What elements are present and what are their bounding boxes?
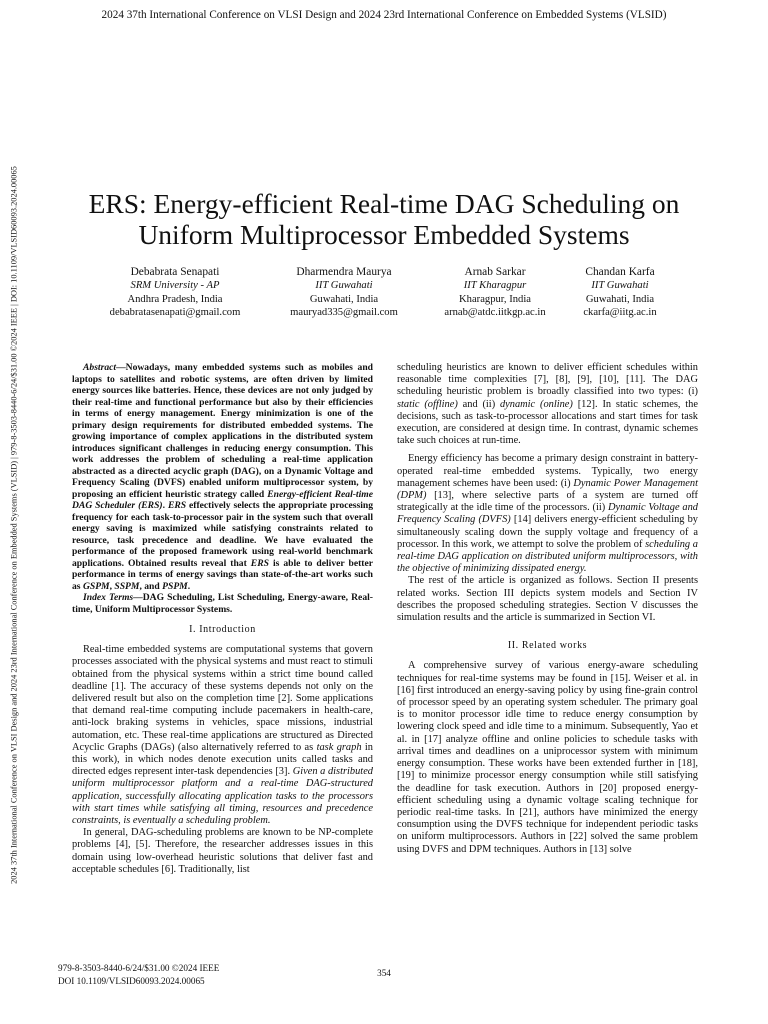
abstract-sep-2: , and [139, 580, 163, 592]
title-line-1: ERS: Energy-efficient Real-time DAG Scheduling on [88, 188, 680, 219]
author-2 [264, 266, 424, 319]
right-paragraph-2 [397, 453, 698, 575]
related-paragraph-1: A comprehensive survey of various energy-aware scheduling techniques for real-time systems may be found in [15]. Weiser et al. in [16] first introduced an energy-saving policy by using fine-grain control of processor speed by an operating system scheduler. The primary goal is to monitor processor idle time to reduce energy consumption by lowering clock speed and idle time to a minimum. Subsequently, Yao et al. in [17] analyze offline and online policies to schedule tasks with arrival times and deadlines on a uniprocessor system with minimum energy consumption. These works have been extended further in [18], [19] to minimize processor energy consumption while still satisfying the deadline for task execution. Authors in [20] proposed energy-efficient scheduling using a dynamic voltage scaling technique for periodic real-time tasks. In [21], authors have minimized the energy consumption using the DVFS technique for independent periodic tasks on uniform multiprocessors. Authors in [22] solved the same problem using DVFS and DPM techniques. Authors in [13] solve [397, 660, 698, 855]
abstract-work-2: SSPM [114, 580, 140, 592]
right-paragraph-3: The rest of the article is organized as follows. Section II presents related works. Section III depicts system models and Section IV describes the proposed scheduling strategies. Section V discusses the simulation results and the article is summarized in Section VI. [397, 575, 698, 624]
footer-doi: DOI 10.1109/VLSID60093.2024.00065 [58, 976, 205, 986]
right-p1-static: static (offline) [397, 398, 458, 410]
abstract [72, 362, 373, 592]
right-p2-dvfs: Dynamic Voltage and Frequency Scaling (DVFS) [397, 502, 698, 526]
page-number: 354 [377, 968, 391, 978]
right-paragraph-1 [397, 362, 698, 447]
author-email: arnab@atdc.iitkgp.ac.in [444, 306, 546, 318]
author-location: Guwahati, India [309, 293, 379, 305]
abstract-work-1: GSPM [82, 580, 110, 592]
author-email: debabratasenapati@gmail.com [109, 306, 241, 318]
right-p1-dynamic: dynamic (online) [499, 398, 573, 410]
side-citation-band [2, 90, 26, 960]
left-column [72, 362, 373, 876]
author-location: Guwahati, India [585, 293, 655, 305]
abstract-end: . [187, 580, 191, 592]
abstract-text-3: effectively selects the appropriate processing frequency for each task-to-processor pair in the system such that overall energy saving is maximized while satisfying constraints related to resource, task precedence and deadline. We have evaluated the performance of the proposed framework using real-world benchmark applications. Obtained results reveal that [72, 500, 373, 569]
right-p1-text-3: [12]. In static schemes, the decisions, such as task-to-processor allocations and start times for task execution, are considered at design time. In contrast, dynamic schemes take such choices at run-time. [397, 398, 698, 447]
index-terms-text: —DAG Scheduling, List Scheduling, Energy-aware, Real-time, Uniform Multiprocessor Systems. [72, 592, 373, 615]
conference-header: 2024 37th International Conference on VLSI Design and 2024 23rd International Conference on Embedded Systems (VLSID) [101, 9, 667, 21]
author-affiliation: IIT Guwahati [315, 280, 373, 292]
abstract-ers-short: ERS [167, 500, 187, 511]
right-p2-text-3: [14] delivers energy-efficient scheduling by simultaneously scaling down the supply voltage and frequency of a processor. In this work, we attempt to solve the problem of [397, 514, 698, 550]
intro-paragraph-2: In general, DAG-scheduling problems are known to be NP-complete problems [4], [5]. Therefore, the researcher addresses issues in this domain using low-overhead heuristic solutions that deliver fast and acceptable schedules [6]. Traditionally, list [72, 827, 373, 875]
author-email: mauryad335@gmail.com [290, 306, 398, 318]
footer-copyright [58, 962, 219, 988]
author-name: Arnab Sarkar [464, 266, 526, 278]
intro-paragraph-1 [72, 644, 373, 827]
abstract-text-2: . [162, 500, 168, 511]
intro-p1-task-graph: task graph [316, 741, 362, 753]
right-p1-text-2: and (ii) [457, 398, 500, 410]
intro-p1-text: Real-time embedded systems are computational systems that govern processes associated with the physical systems and must react to stimuli obtained from the physical systems within a strict time bound called deadline [1]. The accuracy of these systems depends not only on the delivered result but also on the completion time [2]. Some applications that demand real-time computing include pacemakers in health-care, anti-lock braking systems in vehicles, space missions, industrial automation, etc. These real-time applications are structured as Directed Acyclic Graphs (DAGs) (also alternatively referred to as [72, 644, 373, 753]
author-name: Debabrata Senapati [130, 266, 220, 278]
author-1 [100, 266, 250, 319]
section-heading-introduction: I. Introduction [189, 624, 256, 635]
author-name: Chandan Karfa [585, 266, 655, 278]
side-citation-text: 2024 37th International Conference on VLSI Design and 2024 23rd International Conference on Embedded Systems (VLSID) | 979-8-3503-8440-6/24/$31.00 ©2024 IEEE | DOI: 10.1109/VLSID60093.2024.00065 [9, 166, 19, 884]
abstract-ers-name: Energy-efficient Real-time DAG Scheduler (ERS) [72, 488, 373, 511]
author-location: Kharagpur, India [459, 293, 531, 305]
abstract-label: Abstract [83, 362, 117, 373]
footer-isbn: 979-8-3503-8440-6/24/$31.00 ©2024 IEEE [58, 963, 220, 973]
right-p2-text-2: [13], where selective parts of a system are turned off strategically at the idle time of the processors. (ii) [397, 490, 698, 514]
right-p2-dpm: Dynamic Power Management (DPM) [397, 477, 698, 502]
right-p2-text: Energy efficiency has become a primary design constraint in battery-operated real-time embedded systems. Typically, two energy management schemes have been used: (i) [397, 453, 698, 489]
abstract-work-3: PSPM [162, 580, 188, 592]
index-terms-label: Index Terms [83, 592, 134, 603]
title-line-2: Uniform Multiprocessor Embedded Systems [138, 219, 630, 250]
author-affiliation: SRM University - AP [130, 280, 220, 292]
author-4 [570, 266, 670, 319]
author-3 [430, 266, 560, 319]
abstract-text: —Nowadays, many embedded systems such as mobiles and laptops to satellites and robotic systems, are often driven by limited energy sources like batteries. Hence, these devices are not only judged by their real-time and functional performance but also by their efficiencies in terms of energy management. Energy minimization is one of the primary design requirements for distributed embedded systems. The growing importance of complex applications in the distributed system introduces significant challenges in reducing energy consumption. This work addresses the problem of scheduling a real-time application abstracted as a directed acyclic graph (DAG), on a Dynamic Voltage and Frequency Scaling (DVFS) enabled uniform multiprocessor system, by proposing an efficient heuristic strategy called [72, 362, 373, 500]
abstract-ers-short-2: ERS [250, 557, 269, 569]
intro-p1-text-2: in this work), in which nodes denote execution units called tasks and directed edges represent inter-task dependencies [3]. [72, 741, 373, 778]
author-affiliation: IIT Guwahati [591, 280, 649, 292]
author-affiliation: IIT Kharagpur [463, 280, 527, 292]
right-p2-italic: scheduling a real-time DAG application on distributed uniform multiprocessors, with the objective of minimizing dissipated energy. [397, 538, 698, 575]
paper-title [50, 188, 718, 250]
author-location: Andhra Pradesh, India [127, 293, 223, 305]
abstract-sep-1: , [109, 580, 115, 592]
author-email: ckarfa@iitg.ac.in [583, 306, 657, 318]
author-name: Dharmendra Maurya [296, 266, 392, 278]
right-column [397, 362, 698, 856]
intro-p1-italic: Given a distributed uniform multiprocessor platform and a real-time DAG-structured application, successfully allocating application tasks to the processors with start times while satisfying all timing, resources and precedence constraints, is eventually a scheduling problem. [72, 766, 373, 827]
index-terms [72, 592, 373, 615]
section-heading-related-works: II. Related works [507, 640, 588, 652]
right-p1-text: scheduling heuristics are known to deliver efficient schedules within reasonable time complexities [7], [8], [9], [10], [11]. The DAG scheduling heuristic problem is broadly classified into two types: (i) [397, 362, 698, 398]
abstract-text-4: is able to deliver better performance in terms of energy savings than state-of-the-art works such as [72, 557, 373, 592]
